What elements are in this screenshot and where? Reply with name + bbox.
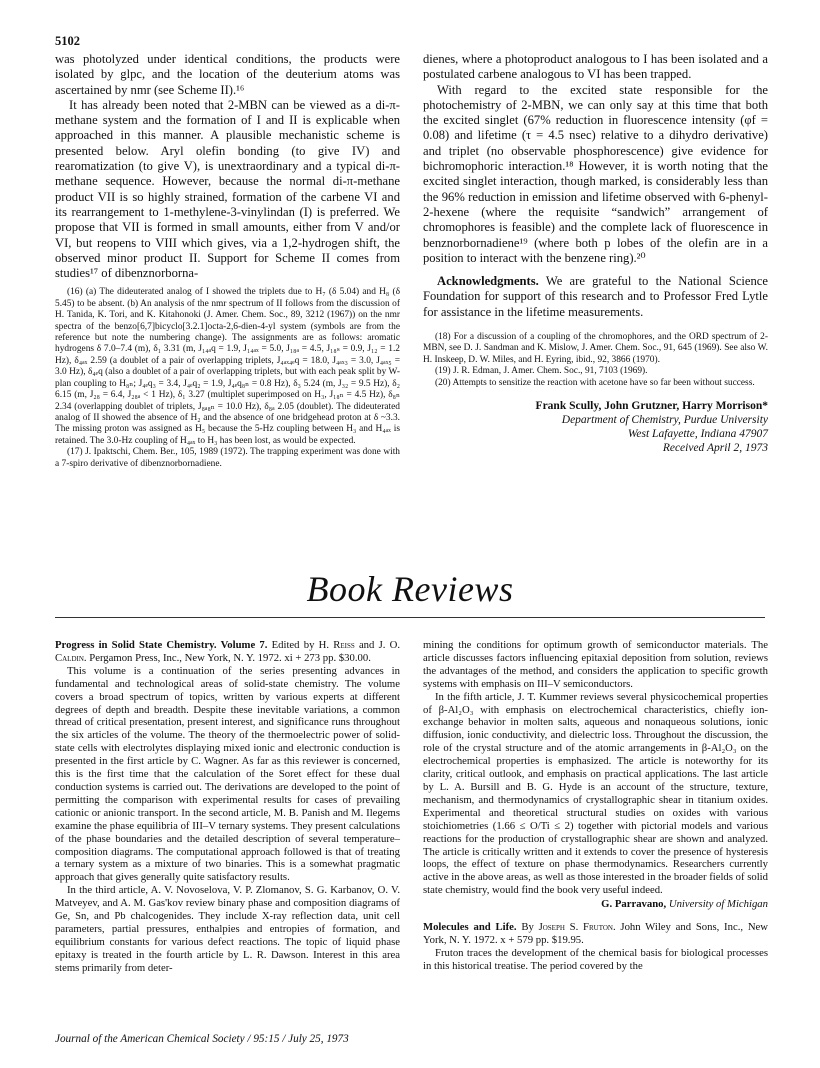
review-right-column — [423, 639, 768, 973]
review-paragraph: In the third article, A. V. Novoselova, V. P. Zlomanov, S. G. Karbanov, O. V. Matveyev, and A. M. Gas'kov review binary phase and composition diagrams of Ge, Sn, and Pb chalcogenides. They include X-ray reflection data, unit cell parameters, partial pressures, enthalpies and entropies of formation, and equilibrium constants for various defect reactions. The topic of liquid phase epitaxy is treated in the fourth article by L. R. Dawson. Interest in this area stems primarily from deter- — [55, 884, 400, 974]
editor-name: H. Reiss — [318, 639, 355, 651]
journal-footer: Journal of the American Chemical Society / 95:15 / July 25, 1973 — [55, 1033, 349, 1045]
article-body-right — [423, 52, 768, 320]
author-department: Department of Chemistry, Purdue University — [561, 414, 768, 427]
acknowledgment-text: We are grateful to the National Science Foundation for support of this research and to Professor Fred Lytle for assistance in the lifetime measurements. — [423, 274, 768, 319]
paragraph: With regard to the excited state responsible for the photochemistry of 2-MBN, we can only say at this time that both the excited singlet (67% reduction in fluorescence intensity (φf = 0.08) and lifetime (τ = 4.5 nsec) relative to a dihydro derivative) and triplet (no observable phosphorescence) give evidence for bichromophoric interaction.¹⁸ However, it is worth noting that the excited singlet interaction, though marked, is considerably less than the 96% reduction in emission and lifetime observed with 6-phenyl-2-hexene (where the requisite “sandwich” arrangement of chromophores is feasible) and the complete lack of fluorescence in benznorbornadiene¹⁹ (where both p lobes of the olefin are in a position to interact with the benzene ring).²⁰ — [423, 82, 768, 265]
author-block — [423, 399, 768, 455]
footnote-20: (20) Attempts to sensitize the reaction with acetone have so far been without success. — [435, 377, 755, 388]
article-body-left — [55, 52, 400, 281]
paragraph: was photolyzed under identical conditions, the products were isolated by glpc, and the location of the deuterium atoms was ascertained by nmr (see Scheme II).¹⁶ — [55, 52, 400, 97]
book-title: Molecules and Life. — [423, 921, 517, 934]
footnote-16: (16) (a) The dideuterated analog of I showed the triplets due to H₇ (δ 5.04) and H₈ (δ 5.45) to be absent. (b) An analysis of the nmr spectrum of II follows from the discussion of H. Tanida, K. Tori, and K. Kitahonoki (J. Amer. Chem. Soc., 89, 3212 (1967)) on the nmr spectra of the benzo[6,7]bicyclo[3.2.1]octa-2,6-dien-4-yl system (symbols are from the reference but note the numbering change). The assignments are as follows: aromatic hydrogens δ 7.0–7.4 (m), δ₁ 3.31 (m, J₁₄ₐq = 1.9, J₁₄ₐₓ = 5.0, J₁₈ₐ = 4.5, J₁₈ₛ = 0.9, J₁₂ = 1.2 Hz), δ₄ₐₓ 2.59 (a doublet of a pair of overlapping triplets, J₄ₐₓ₄ₑq = 18.0, J₄ₐₓ₃ = 3.0, J₄ₐₓ₅ = 3.0 Hz), δ₄ₑq (also a doublet of a pair of overlapping triplets, but with each peak split by W-plan coupling to H₈ₙ; J₄ₑq₃ = 3.4, J₄ₑq₂ = 1.9, J₄ₑq₈ₙ = 0.8 Hz), δ₃ 5.24 (m, J₃₂ = 9.5 Hz), δ₂ 6.15 (m, J₂₈ = 6.4, J₂₈ₐ < 1 Hz), δ₁ 3.27 (multiplet superimposed on H₃, J₁₈ₙ = 4.5 Hz), δ₈ₙ 2.34 (overlapping doublet of triplets, J₈ₐ₈ₙ = 10.0 Hz), δ₈ₐ 2.05 (doublet). The dideuterated analog of II showed the absence of H₂ and the absence of one bridgehead proton at δ ~3.3. The missing proton was assigned as H₅ because the 5-Hz coupling between H₃ and H₄ₐₓ is retained. The 3.0-Hz coupling of H₄ₐₓ to H₃ has been lost, as would be expected. — [55, 287, 400, 446]
paragraph: dienes, where a photoproduct analogous to I has been isolated and a postulated carbene analogous to VI has been trapped. — [423, 52, 768, 82]
article-right-column — [423, 52, 768, 455]
reviewer-name: G. Parravano, — [601, 898, 667, 911]
footnotes-right — [423, 332, 768, 389]
received-date: Received April 2, 1973 — [662, 442, 768, 455]
page-number: 5102 — [55, 34, 80, 48]
paragraph: It has already been noted that 2-MBN can be viewed as a di-π-methane system and the formation of I and II is explicable when approached in this manner. A plausible mechanistic scheme is presented below. Aryl olefin bonding (to give IV) and rearomatization (to give V), is unextraordinary and a typical di-π-methane sequence. However, because the normal di-π-methane product VII is so highly strained, formation of the carbene VI and its rearrangement to 1-methylene-3-vinylindan (I) is preferred. We propose that VII is formed in small amounts, either from V and/or VI, but reopens to VIII which gives, via a 1,2-hydrogen shift, the observed minor product II. Support for Scheme II comes from studies¹⁷ of dibenznorborna- — [55, 97, 400, 281]
acknowledgment-paragraph — [423, 274, 768, 320]
author-name: Joseph S. Fruton. — [538, 921, 616, 934]
author-location: West Lafayette, Indiana 47907 — [627, 428, 768, 441]
footnote-19: (19) J. R. Edman, J. Amer. Chem. Soc., 91, 7103 (1969). — [435, 366, 648, 377]
review-paragraph: This volume is a continuation of the series presenting advances in fundamental and technological areas of solid-state chemistry. The volume covers a broad spectrum of topics, written by various experts at different degrees of depth and breadth. Despite these inevitable variations, a common thread of critical presentation, present interest, and significance runs throughout the six articles of the volume. The theory of the thermoelectric power of solid-state cells with electrolytes displaying mixed ionic and electronic conduction is presented in the first article by C. Wagner. As far as this reviewer is concerned, this is the first time that the calculation of the Soret effect for these dual conduction systems is carried out. The derivations are developed to the point of permitting the comparison with experimental results for cases of prevailing cationic or anionic transport. In the second article, M. B. Panish and M. Ilegems examine the phase equilibria of III–V ternary systems. They present calculations of the phase boundaries and the detailed description of several temperature–composition diagrams. The computational approach followed is that of treating a ternary system as a mixture of two binaries. This is a somewhat pragmatic approach that gives generally quite satisfactory results. — [55, 664, 400, 884]
by-label: By — [521, 921, 534, 934]
footnotes-left — [55, 287, 400, 470]
review-header — [423, 921, 768, 947]
editor-name: J. O. Caldin. — [55, 639, 400, 664]
edited-by-label: Edited by — [271, 639, 315, 651]
book-title: Progress in Solid State Chemistry. Volume 7. — [55, 639, 268, 651]
review-paragraph: mining the conditions for optimum growth of semiconductor materials. The article discusses factors influencing epitaxial deposition from solution, reviews the advantages of the method, and considers the application to specific growth systems with emphasis on III–V semiconductors. — [423, 639, 768, 690]
author-names: Frank Scully, John Grutzner, Harry Morrison* — [535, 400, 768, 413]
review-paragraph: Fruton traces the development of the chemical basis for biological processes in this historical treatise. The period covered by the — [423, 946, 768, 972]
reviewer-affiliation: University of Michigan — [668, 898, 768, 911]
section-divider — [55, 617, 765, 618]
publisher-info: John Wiley and Sons, Inc., New York, N. Y. 1972. x + 579 pp. $19.95. — [423, 921, 768, 946]
acknowledgment-heading: Acknowledgments. — [437, 274, 539, 289]
section-title: Book Reviews — [306, 569, 514, 609]
review-left-column — [55, 639, 400, 975]
review-header — [55, 639, 400, 665]
footnote-17: (17) J. Ipaktschi, Chem. Ber., 105, 1989 (1972). The trapping experiment was done with a 7-spiro derivative of dibenznorbornadiene. — [55, 447, 400, 469]
conjunction: and — [358, 639, 375, 651]
publisher-info: Pergamon Press, Inc., New York, N. Y. 1972. xi + 273 pp. $30.00. — [89, 651, 371, 664]
review-paragraph: In the fifth article, J. T. Kummer reviews several physicochemical properties of β-Al₂O₃ with emphasis on electrochemical characteristics, chiefly ion-exchange behavior in molten salts, aqueous and nonaqueous solutions, ionic diffusion, ionic conductivity, and dielectric loss. Throughout the discussion, the role of the crystal structure and of the atomic arrangements in β-Al₂O₃ on the electrochemical properties is emphasized. The article is noteworthy for its clarity, critical outlook, and emphasis on practical applications. The last article by L. A. Bursill and B. G. Hyde is an account of the structure, texture, mechanism, and thermodynamics of crystallographic shear in titanium oxides. Experimental and theoretical structural studies on oxides with various stoichiometries (1.66 ≤ O/Ti ≤ 2) together with pictorial models and various reactions for the production of crystallographic shear are shown and analyzed. The article is critically written and it extends to cover the presence of hysteresis loops, the effect of texture on phase thermodynamics. Researchers currently active in the above areas, as well as those interested in the broader fields of solid state chemistry, would find the book very useful indeed. — [423, 690, 768, 897]
article-left-column — [55, 52, 400, 470]
reviewer-signature — [423, 898, 768, 911]
footnote-18: (18) For a discussion of a coupling of the chromophores, and the ORD spectrum of 2-MBN, see D. J. Sandman and K. Mislow, J. Amer. Chem. Soc., 91, 645 (1969). See also W. H. Inskeep, D. W. Miles, and H. Eyring, ibid., 92, 3866 (1970). — [423, 332, 768, 365]
